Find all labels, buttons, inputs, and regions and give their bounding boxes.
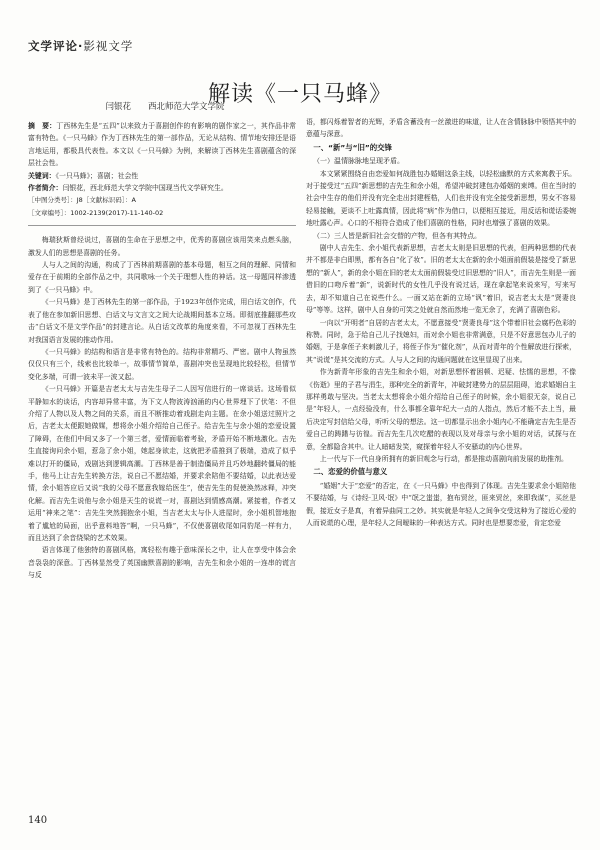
- clc-number: ［中图分类号］：J8［文献标识码］：A: [28, 196, 136, 205]
- body-paragraph: 《一只马蜂》是丁西林先生的第一部作品，于1923年创作完成，用白话文创作，代表了他在参加新旧思想、白话文与文言文之间大论战期间基本立场。即彻底推翻那些攻击“白话文不是文学作品”的封建言论。从白话文改革的角度来看，不可忽视丁西林先生对我国语言发展的推动作用。: [28, 298, 296, 344]
- article-number: ［文章编号］：1002-2139(2017)-11-140-02: [28, 208, 164, 217]
- body-paragraph: 剧中人吉先生、余小姐代表新思想，吉老太太则是旧思想的代表，但两种思想的代表并不都是非白即黑，都有各自“化了妆”。旧的老太太在新的余小姐面前假装是接受了新思想的“新人”，新的余小姐在旧的老太太面前假装受过旧思想的“旧人”，而吉先生则是一面借旧的口吻斥着“新”，说新时代的女性几乎没有说过话，现在拿起笔来说来写，写来写去，却不知道自己在说些什么。一面又站在新的立场“讽”着旧，说吉老太太是“贤妻良母”等等。这样，剧中人自身的可笑之处就自然而然地一览无余了，充满了喜剧色彩。: [306, 244, 576, 315]
- abstract-text: 丁西林先生是“五四”以来致力于喜剧创作的有影响的剧作家之一，其作品非常富有特色。《一只马蜂》作为丁西林先生的第一部作品，无论从结构、情节地安排还是语言地运用，都极具代表性。本文以《一只马蜂》为例，来解读丁西林先生喜剧蕴含的深层社会性。: [28, 122, 297, 168]
- journal-name: 文学评论: [28, 39, 78, 53]
- keywords-label: 关键词：: [28, 171, 56, 180]
- section-name: 影视文学: [83, 39, 134, 53]
- author-line: 闫银花 西北师范大学文学院: [105, 102, 225, 112]
- page-number: 140: [28, 815, 48, 826]
- body-paragraph: 一向以“开明者”自居的吉老太太，不愿意接受“贤妻良母”这个带着旧社会腐朽色彩的称赞。同时，急于给自己儿子找媳妇，而对余小姐也非常满意，只是不好意思包办儿子的婚姻，于是拿侄子来刺激儿子，将侄子作为“催化剂”，从而对青年的个性解放进行探索，其“说谎”是其交流的方式。人与人之间的沟通问题就在这里显现了出来。: [306, 318, 576, 364]
- running-header: [28, 38, 133, 54]
- body-paragraph: “婚姻”大于“恋爱”的否定，在《一只马蜂》中也得到了体现。吉先生要求余小姐陪他不要结婚，与《诗经·卫风·氓》中“氓之蚩蚩，抱布贸丝，匪来贸丝，来即我谋”，买丝是假，接近女子是真，有着异曲同工之妙。其实就是年轻人之间争交受这种为了接近心爱的人而说谎的心理，是年轻人之间暧昧的一种表达方式。同时也是想要恋爱，肯定恋爱: [306, 481, 576, 527]
- subsection-heading: （二）三人皆是新旧社会交替的产物，但各有其特点。: [313, 231, 481, 240]
- abstract: [28, 120, 296, 170]
- subsection-heading: （一）温情脉脉地呈现矛盾。: [313, 157, 404, 166]
- body-paragraph: 《一只马蜂》开篇是吉老太太与吉先生母子二人因写信进行的一席谈话。这场看似平静如水的谈话，内容却异常丰富，为下文人物波涛汹涌的内心世界埋下了伏笔：不但介绍了人物以及人物之间的关系，而且不断推动着戏剧走向主题。在余小姐送过照片之后，吉老太太便跟她做媒，想将余小姐介绍给自己侄子。给吉先生与余小姐的恋爱设置了障碍，在他们中间又多了一个第三者，爱情面临着考验，矛盾开始不断地激化。吉先生直接询问余小姐，惹急了余小姐，她起身欲走，这就把矛盾推到了极端，造成了似乎难以打开的僵局，戏剧达到逻辑高潮。丁西林是善于制造僵局并且巧妙地翻转僵局的能手，他马上让吉先生转换方法，说自己不愿结婚，并要求余陪他不要结婚，以此表达爱情，余小姐答应后又说“我的父母不愿意我嫁给医生”，使吉先生的促使涣然冰释，冲突化解。而吉先生说他与余小姐是天生的说谎一对，喜剧达到情感高潮。紧接着，作者又运用“神来之笔”：吉先生突然拥抱余小姐，当吉老太太与仆人进屋时，余小姐机智地抱着了尴尬的局面，出乎意料地答“啊，一只马蜂”，不仅使喜剧收尾如同豹尾一样有力，而且达到了余音绕梁的艺术效果。: [28, 385, 296, 542]
- article-title: 解读《一只马蜂》: [207, 82, 392, 107]
- left-column: [28, 120, 296, 582]
- right-column: [306, 116, 576, 529]
- author-bio-text: 闫银花，西北师范大学文学院中国现当代文学研究生。: [62, 184, 228, 193]
- abstract-label: 摘 要：: [28, 122, 57, 130]
- body-paragraph: 语言体现了他独特的喜剧风格，寓轻松有趣于意味深长之中，让人在享受中体会余音袅袅的深意。丁西林显然受了英国幽默喜剧的影响，吉先生和余小姐的一连串的谎言与反: [28, 546, 296, 580]
- keywords: [28, 170, 296, 182]
- body-paragraph: 作为新青年形象的吉先生和余小姐，对新思想怀着困顿、迟疑、怯懦的思想，不像《伤逝》里的子君与涓生，那种完全的新青年，冲破封建势力的层层阻碍，追求婚姻自主那样勇敢与坚决。当老太太想将余小姐介绍给自己侄子的时候，余小姐很无奈，说自己是“年轻人，一点经验没有，什么事都全靠年纪大一点的人指点，然后才能不去上当，最后决定写封信给父母，听听父母的想法。这一切都显示出余小姐内心不能确定吉先生是否爱自己的踌躇与彷徨。而吉先生几次吃醋的表现以及对母亲与余小姐的对话，试探与在意，全都隐含其中。让人暗暗发笑，窥探着年轻人不安骚动的内心世界。: [306, 368, 576, 451]
- body-paragraph: 上一代与下一代自身所拥有的新旧观念与行动，都是推动喜剧向前发展的助推剂。: [319, 454, 568, 463]
- body-paragraph-continued: 语，都闪烁着智者的光辉，矛盾含蓄没有一丝激进的味道，让人在含情脉脉中领悟其中的意蕴与深意。: [306, 118, 576, 139]
- section-heading: 二、恋爱的价值与意义: [313, 467, 388, 477]
- body-paragraph: 《一只马蜂》的结构和语言是非常有特色的。结构非常精巧、严密。剧中人物虽然仅仅只有三个，线索也比较单一，故事情节简单，喜剧冲突也呈现地比较轻松，但情节变化多端，可谓一波未平一波又起。: [28, 347, 296, 381]
- keywords-text: 《一只马蜂》；喜剧；社会性: [55, 171, 139, 180]
- section-heading: 一、“新”与“旧”的交锋: [313, 142, 392, 152]
- author-bio-label: 作者简介：: [28, 184, 63, 193]
- header-separator: ·: [78, 39, 84, 53]
- abstract-divider: [28, 225, 296, 226]
- body-paragraph: 人与人之间的沟通，构成了丁西林前期喜剧的基本母题，相互之间的理解、同情和爱存在于前期的全部作品之中，共同歌咏一个关于理想人性的神话。这一母题同样渗透到了《一只马蜂》中。: [28, 261, 296, 294]
- body-paragraph: 梅瑞狄斯曾经说过，喜剧的生命在于思想之中，优秀的喜剧应该用笑来点燃头脑，激发人们的思想是喜剧的任务。: [28, 236, 296, 257]
- author-bio: [28, 182, 296, 194]
- body-paragraph: 本文紧紧围绕自由恋爱如何战胜包办婚姻这条主线，以轻松幽默的方式来寓教于乐。对于接受过“五四”新思想的吉先生和余小姐，希望冲破封建包办婚姻的束缚。但在当时的社会中生存的他们并没有完全走出封建桎梏，人们也并没有完全接受新思想，男女不容易轻易接触，更谈不上吐露真情，因此将“病”作为借口，以便相互接近，用反话和谎话委婉地吐露心声。心口的不相符合造成了他们喜剧的性格，同时也增强了喜剧的效果。: [306, 169, 576, 228]
